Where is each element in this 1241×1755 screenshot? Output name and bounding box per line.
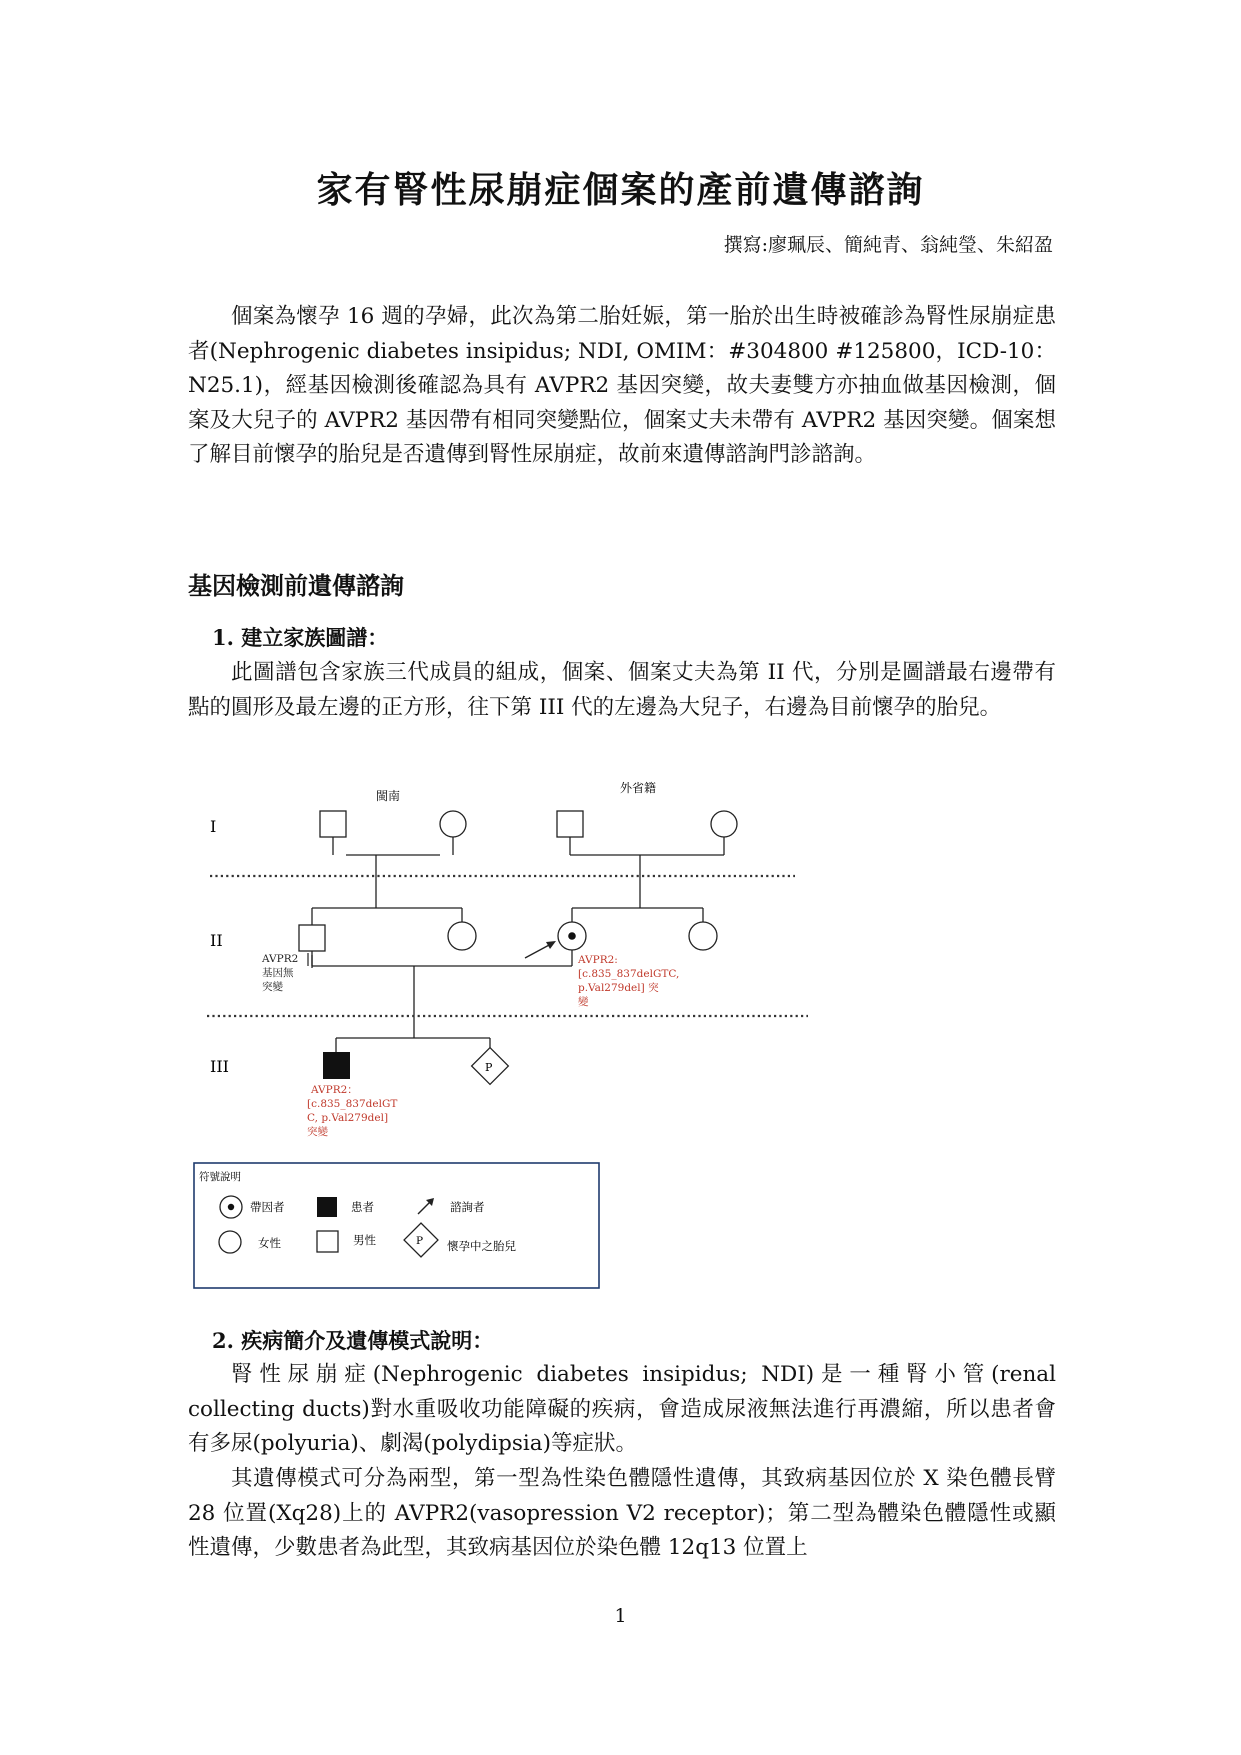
aunt-symbol	[448, 922, 476, 950]
sub-heading-disease-intro: 2. 疾病簡介及遺傳模式說明：	[212, 1328, 494, 1353]
grandfather-right-symbol	[557, 811, 583, 837]
generation-label-I: I	[210, 817, 217, 836]
legend-fetus-symbol: P	[416, 1235, 424, 1247]
husband-annotation-line: 突變	[262, 981, 283, 993]
grandmother-left-symbol	[440, 811, 466, 837]
son-annotation-line: [c.835_837delGT	[307, 1098, 398, 1110]
son-annotation-line: C, p.Val279del]	[307, 1112, 389, 1124]
section-heading: 基因檢測前遺傳諮詢	[188, 571, 404, 600]
son-affected-symbol	[323, 1052, 350, 1079]
generation-label-II: II	[210, 931, 223, 950]
wife-annotation-line: AVPR2:	[578, 954, 618, 966]
husband-symbol	[299, 925, 325, 951]
document-title: 家有腎性尿崩症個案的產前遺傳諮詢	[316, 169, 925, 211]
generation-label-III: III	[210, 1057, 229, 1076]
wife-annotation-line: [c.835_837delGTC,	[578, 968, 680, 980]
legend-box	[194, 1163, 599, 1288]
sister-in-law-symbol	[689, 922, 717, 950]
family-left-label: 閩南	[376, 789, 401, 803]
legend-female-label: 女性	[258, 1236, 281, 1250]
legend-fetus-label: 懷孕中之胎兒	[447, 1239, 516, 1253]
legend-affected-icon	[317, 1197, 337, 1217]
disease-intro-paragraph: 腎性尿崩症(Nephrogenic diabetes insipidus; NDI)是一種腎小管(renal collecting ducts)對水重吸收功能障礙的疾病，會造成尿液無法進行再濃縮，所以患者會有多尿(polyuria)、劇渴(polydipsia)等症狀。	[188, 1362, 1056, 1456]
husband-annotation-line: AVPR2	[262, 953, 299, 965]
page-number: 1	[614, 1605, 627, 1627]
grandfather-left-symbol	[320, 811, 346, 837]
legend-carrier-label: 帶因者	[250, 1200, 285, 1214]
intro-paragraph: 個案為懷孕 16 週的孕婦，此次為第二胎妊娠，第一胎於出生時被確診為腎性尿崩症患者(Nephrogenic diabetes insipidus; NDI, OMIM：#304800 #125800，ICD-10：N25.1)，經基因檢測後確認為具有 AVPR2 基因突變，故夫妻雙方亦抽血做基因檢測，個案及大兒子的 AVPR2 基因帶有相同突變點位，個案丈夫未帶有 AVPR2 基因突變。個案想了解目前懷孕的胎兒是否遺傳到腎性尿崩症，故前來遺傳諮詢門診諮詢。	[188, 304, 1056, 467]
family-right-label: 外省籍	[620, 781, 657, 795]
son-annotation-line: AVPR2：	[311, 1084, 358, 1096]
legend-male-label: 男性	[353, 1233, 376, 1247]
legend-male-icon	[317, 1231, 338, 1252]
legend-female-icon	[219, 1231, 241, 1253]
inheritance-paragraph: 其遺傳模式可分為兩型，第一型為性染色體隱性遺傳，其致病基因位於 X 染色體長臂 28 位置(Xq28)上的 AVPR2(vasopression V2 receptor)；第二型為體染色體隱性或顯性遺傳，少數患者為此型，其致病基因位於染色體 12q13 位置上	[188, 1466, 1056, 1560]
husband-annotation-line: 基因無	[262, 967, 294, 979]
legend-affected-label: 患者	[351, 1200, 374, 1214]
son-annotation-line: 突變	[307, 1126, 328, 1138]
grandmother-right-symbol	[711, 811, 737, 837]
consultand-arrow-icon	[546, 941, 556, 949]
sub-heading-family-tree: 1. 建立家族圖譜：	[212, 625, 389, 650]
wife-annotation-line: p.Val279del] 突	[578, 982, 659, 994]
legend-title: 符號說明	[199, 1171, 241, 1183]
family-tree-paragraph: 此圖譜包含家族三代成員的組成，個案、個案丈夫為第 II 代，分別是圖譜最右邊帶有點的圓形及最左邊的正方形，往下第 III 代的左邊為大兒子，右邊為目前懷孕的胎兒。	[188, 660, 1056, 720]
legend-consultand-label: 諮詢者	[450, 1200, 485, 1214]
carrier-dot-icon	[568, 932, 576, 940]
wife-annotation-line: 變	[578, 996, 589, 1008]
authors-line: 撰寫:廖珮辰、簡純青、翁純瑩、朱紹盈	[723, 234, 1053, 256]
fetus-symbol-label: P	[485, 1061, 493, 1074]
